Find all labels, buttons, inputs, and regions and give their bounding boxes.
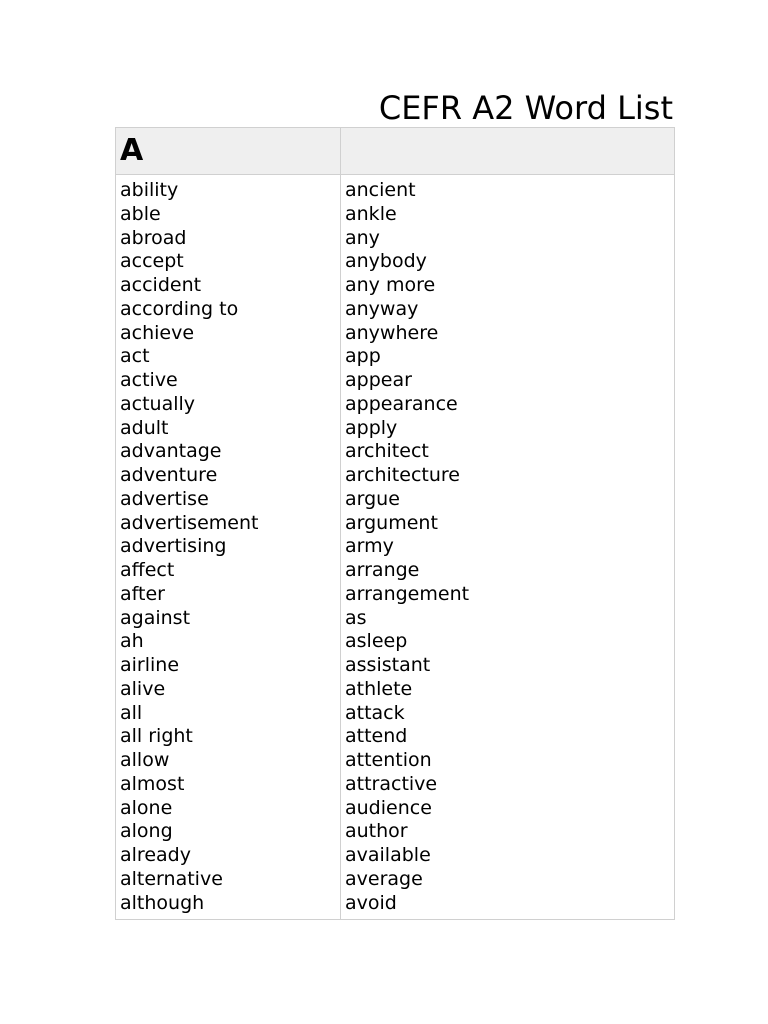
word-item: ankle [345, 202, 397, 225]
word-item: alone [120, 796, 173, 819]
section-letter: A [120, 133, 144, 168]
word-item: as [345, 606, 367, 629]
word-item: any more [345, 274, 436, 296]
word-item: after [120, 582, 165, 605]
word-item: available [345, 844, 431, 866]
word-list-left [116, 179, 340, 915]
word-item: achieve [120, 321, 195, 344]
word-item: allow [120, 749, 170, 771]
word-item: app [345, 345, 381, 368]
word-item: ability [120, 179, 179, 201]
word-table [115, 127, 675, 920]
word-item: attractive [345, 772, 438, 795]
word-item: army [345, 535, 394, 558]
word-item: anywhere [345, 321, 439, 344]
section-header-row [116, 128, 675, 175]
word-item: advertising [120, 535, 227, 558]
word-column-left [116, 175, 341, 920]
word-item: athlete [345, 677, 413, 700]
word-item: assistant [345, 654, 431, 676]
word-item: almost [120, 772, 185, 795]
word-item: advertise [120, 487, 209, 510]
word-row [116, 175, 675, 920]
word-item: apply [345, 416, 398, 439]
word-item: argue [345, 487, 400, 510]
word-item: alive [120, 677, 166, 700]
word-item: attend [345, 725, 408, 748]
word-item: already [120, 844, 191, 866]
word-item: attention [345, 749, 432, 771]
word-item: against [120, 606, 191, 629]
word-item: architecture [345, 464, 460, 486]
word-column-right [341, 175, 675, 920]
word-list-right [341, 179, 674, 915]
word-item: advertisement [120, 511, 259, 534]
word-item: act [120, 345, 150, 368]
word-item: argument [345, 511, 438, 534]
word-item: arrangement [345, 582, 470, 605]
word-item: although [120, 891, 205, 914]
word-item: airline [120, 654, 180, 676]
word-item: adventure [120, 464, 218, 486]
page-title: CEFR A2 Word List [378, 89, 673, 127]
word-item: architect [345, 440, 429, 463]
word-item: abroad [120, 226, 187, 249]
word-item: any [345, 226, 380, 249]
word-item: appearance [345, 392, 458, 415]
word-item: appear [345, 369, 412, 391]
word-item: audience [345, 796, 432, 819]
word-item: average [345, 867, 423, 890]
word-item: actually [120, 392, 196, 415]
word-item: able [120, 202, 161, 225]
word-item: attack [345, 701, 405, 724]
word-item: arrange [345, 559, 420, 581]
word-item: along [120, 820, 173, 843]
section-header-cell [116, 128, 341, 175]
word-item: alternative [120, 867, 223, 890]
word-item: adult [120, 416, 169, 439]
word-item: all [120, 701, 143, 724]
word-item: active [120, 369, 178, 391]
word-item: according to [120, 297, 239, 320]
word-item: avoid [345, 891, 397, 914]
word-item: author [345, 820, 408, 843]
word-item: anyway [345, 297, 419, 320]
word-item: accept [120, 250, 184, 273]
word-item: affect [120, 559, 175, 581]
word-item: advantage [120, 440, 222, 463]
section-header-empty-cell [341, 128, 675, 175]
word-item: all right [120, 725, 193, 748]
word-item: accident [120, 274, 202, 296]
word-item: ah [120, 630, 144, 653]
word-item: asleep [345, 630, 408, 653]
word-item: anybody [345, 250, 427, 273]
word-item: ancient [345, 179, 416, 201]
